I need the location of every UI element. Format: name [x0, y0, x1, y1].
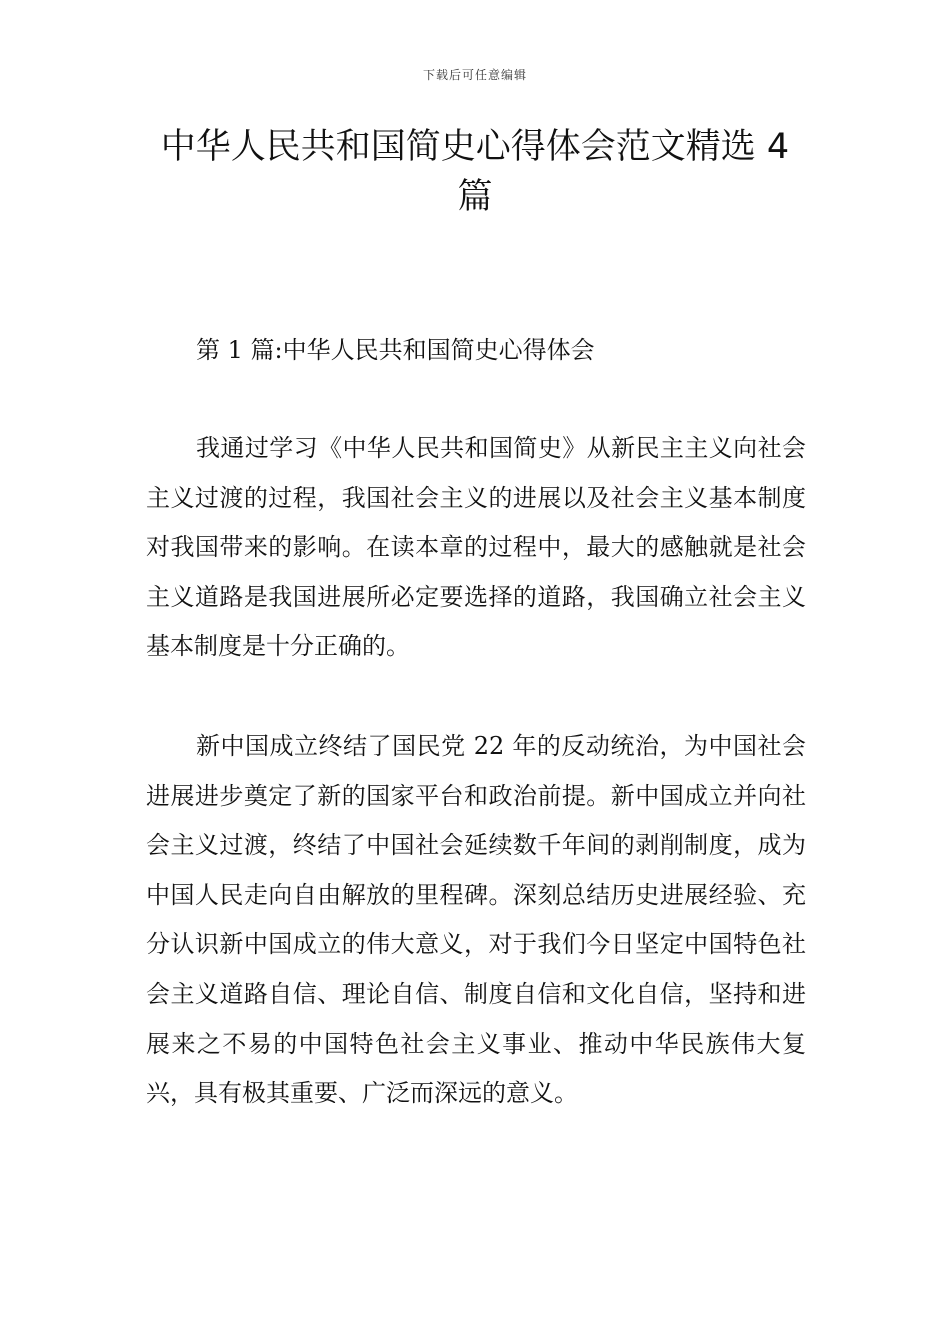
- section-heading: 第 1 篇:中华人民共和国简史心得体会: [196, 336, 595, 364]
- document-title: 中华人民共和国简史心得体会范文精选 4 篇: [160, 127, 790, 217]
- body-paragraph-1: 我通过学习《中华人民共和国简史》从新民主主义向社会主义过渡的过程，我国社会主义的进展以及社会主义基本制度对我国带来的影响。在读本章的过程中，最大的感触就是社会主义道路是我国进展所必定要选择的道路，我国确立社会主义基本制度是十分正确的。: [146, 434, 806, 661]
- body-paragraph-2: 新中国成立终结了国民党 22 年的反动统治，为中国社会进展进步奠定了新的国家平台和政治前提。新中国成立并向社会主义过渡，终结了中国社会延续数千年间的剥削制度，成为中国人民走向自由解放的里程碑。深刻总结历史进展经验、充分认识新中国成立的伟大意义，对于我们今日坚定中国特色社会主义道路自信、理论自信、制度自信和文化自信，坚持和进展来之不易的中国特色社会主义事业、推动中华民族伟大复兴，具有极其重要、广泛而深远的意义。: [146, 732, 806, 1108]
- header-note: 下载后可任意编辑: [422, 68, 527, 82]
